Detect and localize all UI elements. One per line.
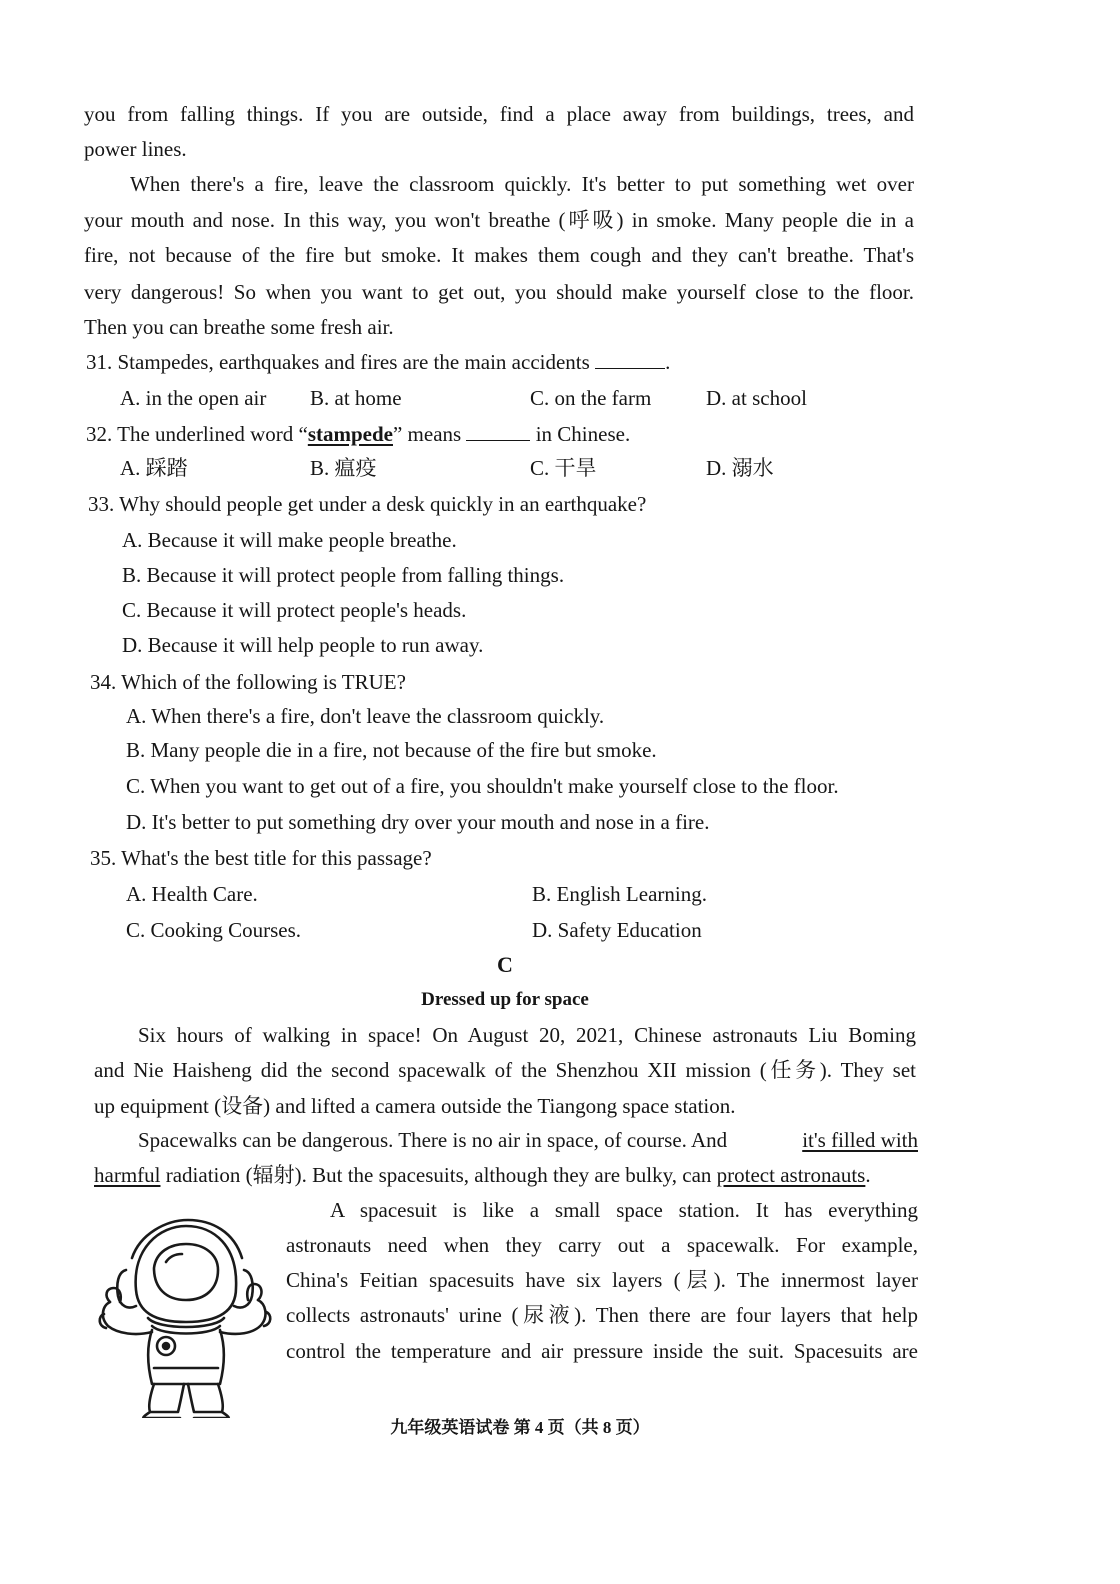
question-31-text: 31. Stampedes, earthquakes and fires are the main accidents [86,350,590,374]
question-32-option-c: C. 干旱 [530,456,597,480]
answer-blank [466,422,530,441]
question-32-option-d: D. 溺水 [706,456,774,480]
question-35-option-c: C. Cooking Courses. [126,918,302,942]
passage-c-line-5-end: . [865,1163,871,1187]
question-35-stem: 35. What's the best title for this passage? [90,846,432,870]
passage-b-line-3: When there's a fire, leave the classroom quickly. It's better to put something wet over [130,172,914,196]
question-31-option-a: A. in the open air [120,386,267,410]
question-31-option-b: B. at home [310,386,402,410]
question-35-option-b: B. English Learning. [532,882,707,906]
question-34-option-a: A. When there's a fire, don't leave the classroom quickly. [126,704,605,728]
passage-c-line-6: A spacesuit is like a small space station. It has everything [330,1198,918,1222]
passage-c-line-4 [138,1126,918,1154]
question-34-option-b: B. Many people die in a fire, not because of the fire but smoke. [126,738,657,762]
question-32-stem [86,420,630,448]
question-33-option-a: A. Because it will make people breathe. [122,528,457,552]
passage-c-line-5-text: radiation (辐射). But the spacesuits, although they are bulky, can [160,1163,717,1187]
question-32-text: 32. The underlined word “ [86,422,308,446]
passage-c-line-7: astronauts need when they carry out a spacewalk. For example, [286,1233,918,1257]
question-32-end: in Chinese. [535,422,631,446]
question-34-option-c: C. When you want to get out of a fire, you shouldn't make yourself close to the floor. [126,774,839,798]
passage-c-line-3: up equipment (设备) and lifted a camera outside the Tiangong space station. [94,1094,736,1118]
passage-c-line-2: and Nie Haisheng did the second spacewalk of the Shenzhou XII mission (任务). They set [94,1058,916,1082]
question-31-end: . [665,350,671,374]
question-34-option-d: D. It's better to put something dry over your mouth and nose in a fire. [126,810,710,834]
passage-c-line-8: China's Feitian spacesuits have six layers (层). The innermost layer [286,1268,918,1292]
question-31-stem [86,348,670,376]
section-letter: C [497,952,513,977]
passage-b-line-4: your mouth and nose. In this way, you won't breathe (呼吸) in smoke. Many people die in a [84,208,914,232]
question-32-option-a: A. 踩踏 [120,456,188,480]
passage-b-line-7: Then you can breathe some fresh air. [84,315,394,339]
answer-blank [595,350,665,369]
passage-b-line-1: you from falling things. If you are outside, find a place away from buildings, trees, and [84,102,914,126]
question-33-option-c: C. Because it will protect people's heads. [122,598,467,622]
passage-c-line-9: collects astronauts' urine (尿液). Then there are four layers that help [286,1303,918,1327]
passage-c-line-5 [94,1161,871,1189]
passage-c-line-10: control the temperature and air pressure inside the suit. Spacesuits are [286,1339,918,1363]
question-35-option-a: A. Health Care. [126,882,258,906]
question-33-option-b: B. Because it will protect people from falling things. [122,563,565,587]
underlined-word: harmful [94,1163,161,1187]
page-footer: 九年级英语试卷 第 4 页（共 8 页） [390,1418,650,1437]
question-32-mid: ” means [392,422,462,446]
passage-b-line-5: fire, not because of the fire but smoke. It makes them cough and they can't breathe. That's [84,243,914,267]
question-33-stem: 33. Why should people get under a desk quickly in an earthquake? [88,492,647,516]
question-34-stem: 34. Which of the following is TRUE? [90,670,406,694]
question-32-option-b: B. 瘟疫 [310,456,377,480]
question-35-option-d: D. Safety Education [532,918,702,942]
underlined-word: stampede [307,422,393,446]
question-31-option-c: C. on the farm [530,386,652,410]
passage-b-line-2: power lines. [84,137,187,161]
underlined-phrase: protect astronauts [716,1163,866,1187]
question-31-option-d: D. at school [706,386,807,410]
passage-c-line-4-text: Spacewalks can be dangerous. There is no air in space, of course. And [138,1128,728,1152]
passage-c-line-1: Six hours of walking in space! On August 20, 2021, Chinese astronauts Liu Boming [138,1023,916,1047]
underlined-phrase: it's filled with [802,1128,918,1152]
passage-b-line-6: very dangerous! So when you want to get out, you should make yourself close to the floor. [84,280,914,304]
passage-title: Dressed up for space [421,989,589,1010]
question-33-option-d: D. Because it will help people to run away. [122,633,484,657]
astronaut-illustration [96,1218,272,1418]
